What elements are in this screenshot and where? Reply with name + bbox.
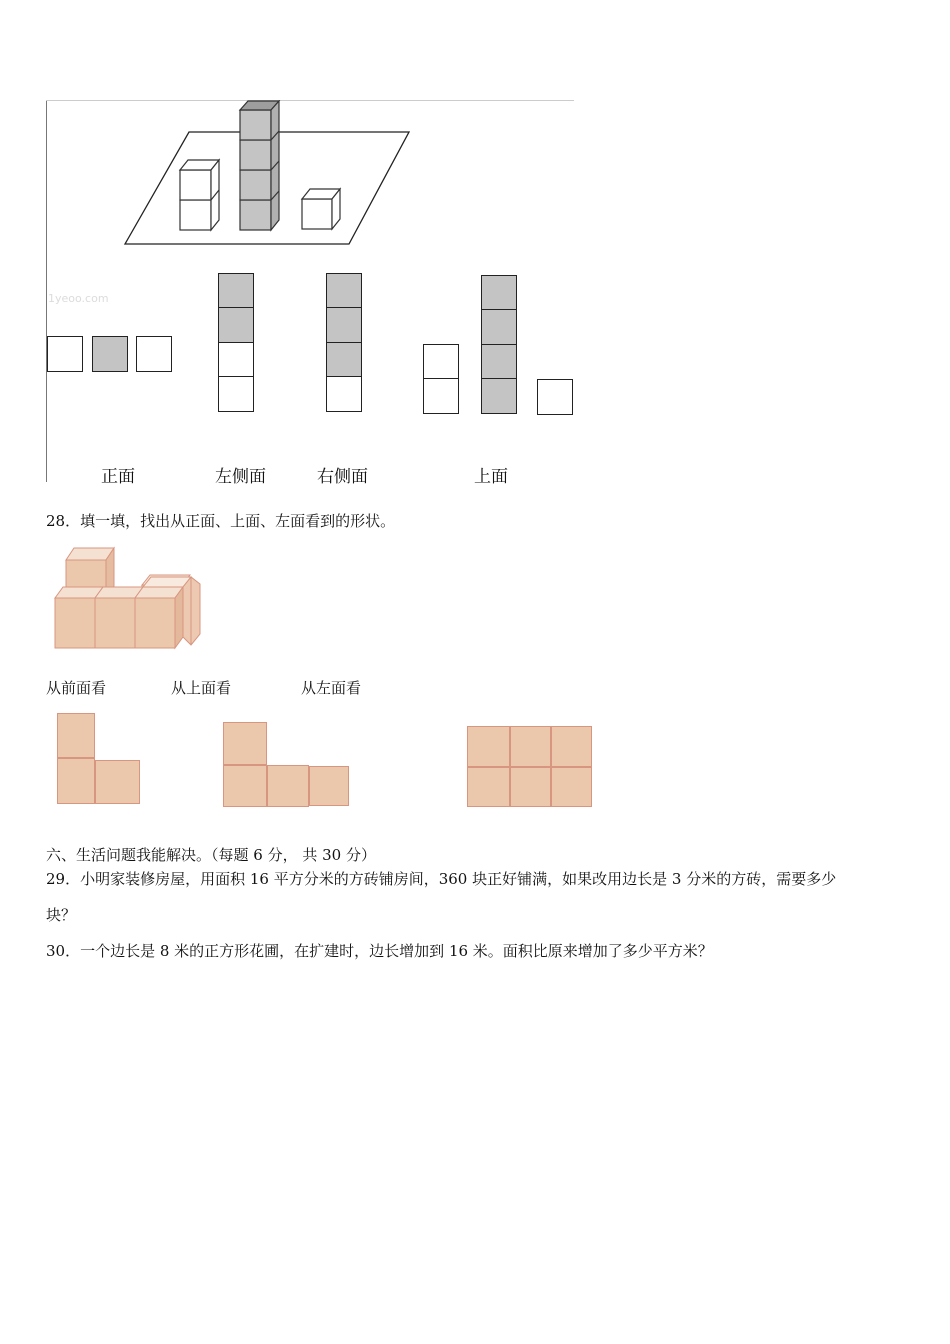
left-white-stack [180, 160, 219, 230]
view-square [218, 307, 254, 343]
label-top: 上面 [474, 467, 508, 487]
tan-square [95, 760, 140, 804]
single-white-cube [302, 189, 340, 229]
question-text-line1: 小明家装修房屋，用面积 16 平方分米的方砖铺房间，360 块正好铺满，如果改用边长是 3 分米的方砖，需要多少 [80, 870, 837, 888]
tan-square [551, 726, 592, 767]
tan-square [267, 765, 309, 807]
tan-square [551, 767, 592, 807]
question-number: 30． [46, 942, 81, 960]
question-29 [46, 868, 916, 926]
cube-scene-3d [46, 100, 574, 260]
question-30 [46, 940, 713, 962]
question-text: 一个边长是 8 米的正方形花圃，在扩建时，边长增加到 16 米。面积比原来增加了多少平方米？ [80, 942, 713, 960]
view-square [326, 273, 362, 309]
view-square [481, 309, 517, 345]
label-front: 正面 [101, 467, 135, 487]
question-28 [46, 510, 395, 531]
view-square [326, 307, 362, 343]
view-label-top: 从上面看 [171, 679, 232, 697]
question-number: 28． [46, 512, 81, 530]
watermark-text: 1yeoo.com [48, 292, 109, 305]
tan-square [223, 722, 267, 765]
view-square [481, 344, 517, 380]
view-square [326, 342, 362, 378]
tan-square [223, 765, 267, 807]
question-text-line2: 块？ [46, 906, 77, 924]
view-square [218, 342, 254, 378]
view-label-front: 从前面看 [46, 679, 107, 697]
figure-views-panel [46, 100, 574, 487]
view-square [481, 378, 517, 414]
tan-square [467, 726, 510, 767]
question-text: 填一填，找出从正面、上面、左面看到的形状。 [80, 512, 396, 530]
view-square [218, 273, 254, 309]
view-square [136, 336, 172, 372]
view-square [218, 376, 254, 412]
tan-square [467, 767, 510, 807]
view-square [423, 378, 459, 414]
view-label-left: 从左面看 [301, 679, 362, 697]
view-square [423, 344, 459, 380]
view-square [92, 336, 128, 372]
tan-blocks-3d [50, 540, 210, 660]
label-left-side: 左侧面 [215, 467, 266, 487]
question-number: 29． [46, 870, 81, 888]
tan-square [57, 758, 95, 804]
tall-gray-stack [240, 101, 279, 230]
view-square [537, 379, 573, 415]
tan-square [57, 713, 95, 758]
view-square [481, 275, 517, 311]
view-square [326, 376, 362, 412]
tan-square [510, 767, 551, 807]
tan-square [309, 766, 349, 806]
tan-square [510, 726, 551, 767]
section-6-title: 六、生活问题我能解决。（每题 6 分， 共 30 分） [46, 846, 376, 864]
view-square [47, 336, 83, 372]
label-right-side: 右侧面 [317, 467, 368, 487]
